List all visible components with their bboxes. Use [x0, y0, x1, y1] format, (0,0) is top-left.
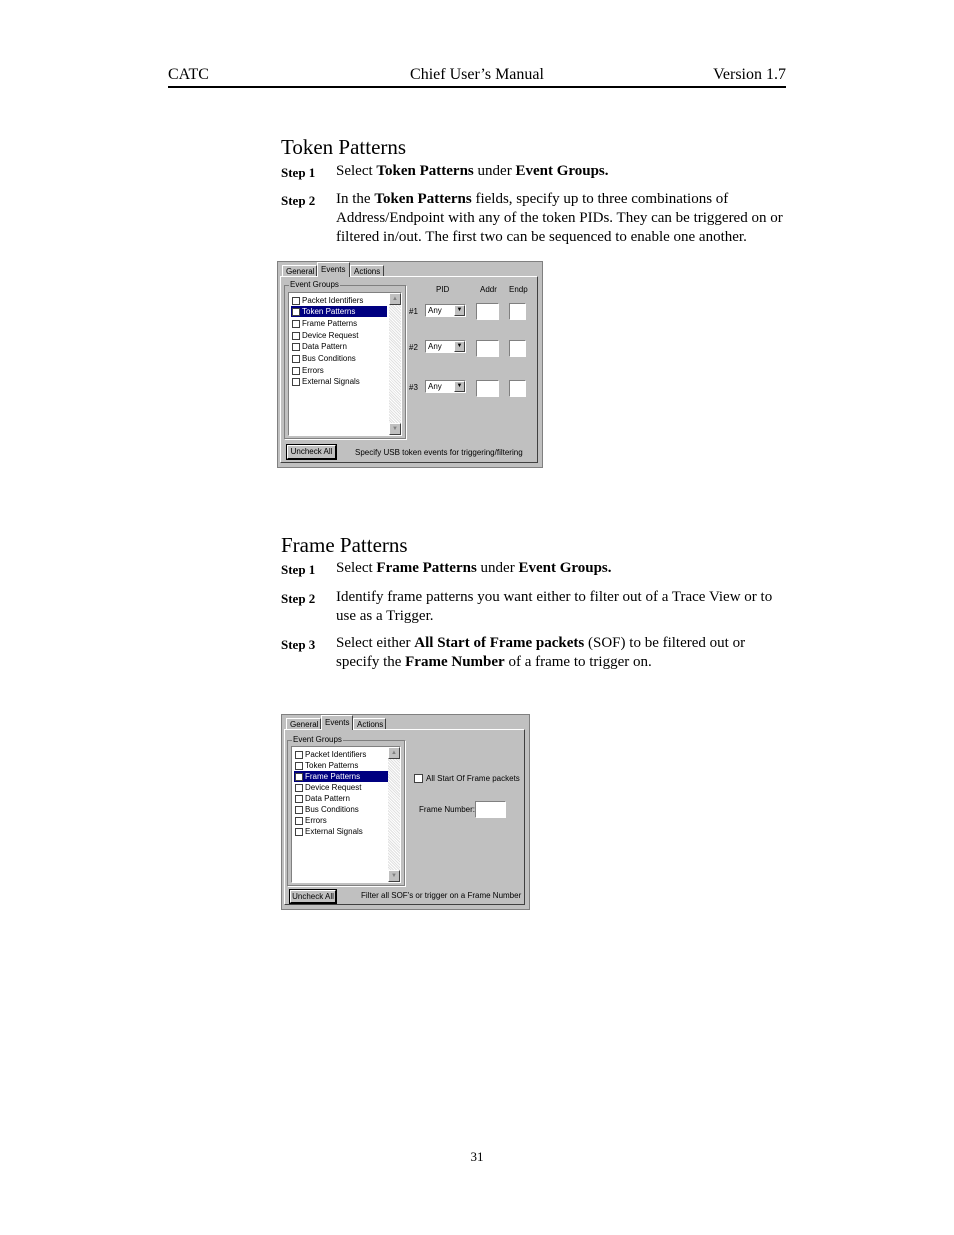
frame-step3-text: Select either All Start of Frame packets (SOF) to be filtered out or specify the Frame Number of a frame to trigger on.	[336, 635, 746, 670]
event-groups-list[interactable]	[288, 292, 402, 436]
token-step1-text: Select Token Patterns under Event Groups.	[336, 163, 609, 179]
checkbox[interactable]	[292, 297, 300, 305]
uncheck-all-button[interactable]: Uncheck All	[287, 445, 336, 459]
checkbox[interactable]	[295, 806, 303, 814]
frame-number-label: Frame Number:	[419, 805, 476, 814]
row-3-label: #3	[409, 383, 418, 392]
tab-general[interactable]: General	[282, 265, 317, 277]
uncheck-all-button[interactable]: Uncheck All	[290, 890, 336, 903]
status-text: Filter all SOF's or trigger on a Frame Number	[361, 891, 522, 900]
frame-step2-text: Identify frame patterns you want either to filter out of a Trace View or to use as a Trigger.	[336, 589, 773, 624]
scroll-down-icon[interactable]: ▼	[389, 423, 401, 435]
list-item[interactable]: Packet Identifiers	[294, 749, 366, 760]
scroll-down-icon[interactable]: ▼	[388, 870, 400, 882]
endp-input-3[interactable]	[509, 380, 526, 397]
frame-step3-label: Step 3	[281, 637, 316, 652]
header-left: CATC	[168, 66, 209, 83]
tab-actions[interactable]: Actions	[353, 718, 386, 730]
checkbox[interactable]	[292, 343, 300, 351]
checkbox[interactable]	[295, 751, 303, 759]
tab-events[interactable]: Events	[321, 715, 353, 730]
event-groups-title: Event Groups	[293, 735, 342, 744]
checkbox[interactable]	[295, 762, 303, 770]
list-item[interactable]: Errors	[291, 365, 324, 376]
list-item[interactable]: Device Request	[294, 782, 361, 793]
checkbox[interactable]	[295, 828, 303, 836]
event-groups-list[interactable]	[291, 746, 401, 883]
checkbox[interactable]	[292, 355, 300, 363]
list-item[interactable]: Frame Patterns	[294, 771, 388, 782]
addr-input-3[interactable]	[476, 380, 499, 397]
status-text: Specify USB token events for triggering/filtering	[355, 448, 523, 457]
pid-column-label: PID	[436, 285, 450, 294]
addr-input-1[interactable]	[476, 303, 499, 320]
checkbox[interactable]	[292, 378, 300, 386]
chevron-down-icon[interactable]: ▼	[454, 381, 465, 392]
pid-select-1[interactable]: Any ▼	[425, 304, 466, 317]
checkbox[interactable]	[295, 817, 303, 825]
tab-actions[interactable]: Actions	[350, 265, 384, 277]
endp-input-2[interactable]	[509, 340, 526, 357]
list-item[interactable]: Device Request	[291, 330, 358, 341]
token-step2-text: In the Token Patterns fields, specify up to three combinations of Address/Endpoint with any of the token PIDs. They can be triggered on or filtered in/out. The first two can be sequenced to enable one another.	[336, 191, 783, 245]
checkbox[interactable]	[295, 795, 303, 803]
checkbox[interactable]	[295, 773, 303, 781]
token-section-title: Token Patterns	[281, 135, 407, 159]
pid-select-2[interactable]: Any ▼	[425, 340, 466, 353]
list-item[interactable]: Data Pattern	[294, 793, 350, 804]
checkbox[interactable]	[295, 784, 303, 792]
header-right: Version 1.7	[713, 66, 786, 83]
token-step2-label: Step 2	[281, 193, 316, 208]
list-item[interactable]: Frame Patterns	[291, 318, 357, 329]
frame-step1-label: Step 1	[281, 562, 316, 577]
event-groups-frame	[284, 280, 406, 439]
pid-select-3[interactable]: Any ▼	[425, 380, 466, 393]
checkbox[interactable]	[292, 367, 300, 375]
header-rule	[168, 86, 786, 88]
token-step1-label: Step 1	[281, 165, 316, 180]
tab-general[interactable]: General	[286, 718, 321, 730]
list-item[interactable]: Errors	[294, 815, 327, 826]
frame-number-input[interactable]	[475, 801, 506, 818]
frame-section-title: Frame Patterns	[281, 533, 408, 557]
endp-input-1[interactable]	[509, 303, 526, 320]
token-patterns-dialog	[277, 261, 543, 468]
row-2-label: #2	[409, 343, 418, 352]
frame-step2-label: Step 2	[281, 591, 316, 606]
endp-column-label: Endp	[509, 285, 528, 294]
addr-input-2[interactable]	[476, 340, 499, 357]
scroll-up-icon[interactable]: ▲	[388, 747, 400, 759]
list-item[interactable]: Bus Conditions	[291, 353, 356, 364]
scroll-up-icon[interactable]: ▲	[389, 293, 401, 305]
vertical-scrollbar[interactable]	[389, 293, 401, 435]
checkbox[interactable]	[292, 320, 300, 328]
checkbox[interactable]	[292, 332, 300, 340]
chevron-down-icon[interactable]: ▼	[454, 305, 465, 316]
list-item[interactable]: External Signals	[294, 826, 363, 837]
list-item[interactable]: Token Patterns	[294, 760, 358, 771]
sof-checkbox[interactable]	[414, 774, 423, 783]
list-item[interactable]: Packet Identifiers	[291, 295, 363, 306]
list-item[interactable]: Data Pattern	[291, 341, 347, 352]
event-groups-title: Event Groups	[290, 280, 339, 289]
vertical-scrollbar[interactable]	[388, 747, 400, 882]
header-center: Chief User’s Manual	[410, 66, 544, 83]
sof-checkbox-label: All Start Of Frame packets	[426, 774, 520, 783]
row-1-label: #1	[409, 307, 418, 316]
list-item[interactable]: Token Patterns	[291, 306, 387, 317]
chevron-down-icon[interactable]: ▼	[454, 341, 465, 352]
list-item[interactable]: External Signals	[291, 376, 360, 387]
frame-step1-text: Select Frame Patterns under Event Groups.	[336, 560, 612, 576]
tab-events[interactable]: Events	[317, 262, 350, 277]
frame-patterns-dialog	[281, 714, 530, 910]
list-item[interactable]: Bus Conditions	[294, 804, 359, 815]
checkbox[interactable]	[292, 308, 300, 316]
addr-column-label: Addr	[480, 285, 497, 294]
event-groups-frame	[287, 735, 405, 886]
page-number: 31	[470, 1149, 484, 1164]
